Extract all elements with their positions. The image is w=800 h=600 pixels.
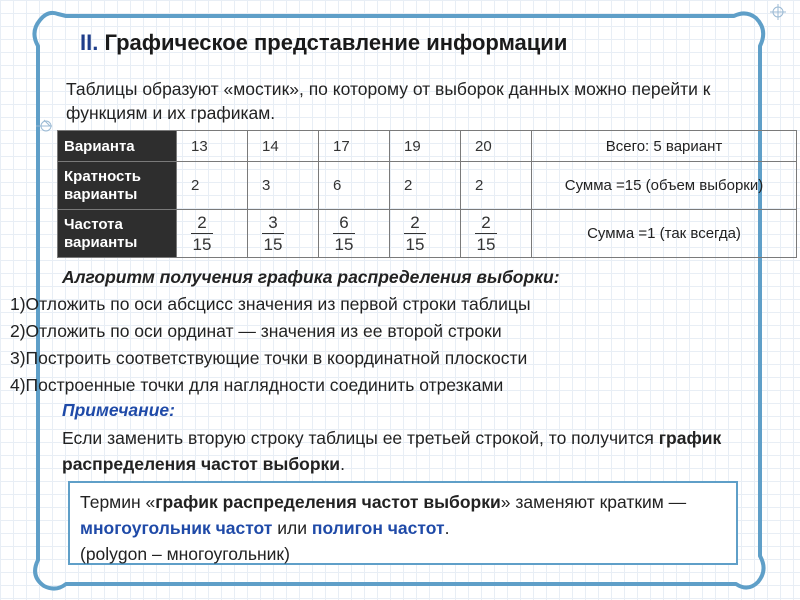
note-text: Если заменить вторую строку таблицы ее третьей строкой, то получится график распределения частот выборки. [62, 428, 722, 474]
table-side-note: Сумма =15 (объем выборки) [532, 162, 797, 210]
fraction: $\frac{2}{15}$ [405, 213, 425, 254]
section-number: II. [80, 30, 99, 55]
table-side-note: Всего: 5 вариант [532, 131, 797, 162]
table-row-frequency [58, 210, 797, 258]
row-label-frequency: Частота варианты [58, 210, 177, 258]
table-cell [177, 210, 248, 258]
fraction: $\frac{2}{15}$ [192, 213, 212, 254]
list-item: 1)Отложить по оси абсцисс значения из первой строки таблицы [10, 294, 531, 314]
fraction: $\frac{2}{15}$ [476, 213, 496, 254]
table-cell: 2 [177, 162, 248, 210]
table-cell: 3 [248, 162, 319, 210]
fraction: $\frac{3}{15}$ [263, 213, 283, 254]
table-cell [390, 210, 461, 258]
table-row-multiplicity [58, 162, 797, 210]
frequency-table [57, 130, 797, 258]
row-label-multiplicity: Кратность варианты [58, 162, 177, 210]
term-box: Термин «график распределения частот выборки» заменяют кратким — многоугольник частот или полигон частот. (polygon – многоугольник) [68, 481, 738, 565]
table-row-variants [58, 131, 797, 162]
page-title [80, 30, 567, 56]
table-cell: 19 [390, 131, 461, 162]
table-cell: 17 [319, 131, 390, 162]
table-cell [319, 210, 390, 258]
intro-paragraph: Таблицы образуют «мостик», по которому от выборок данных можно перейти к функциям и их графикам. [66, 79, 711, 123]
row-label-variant: Варианта [58, 131, 177, 162]
list-item: 3)Построить соответствующие точки в координатной плоскости [10, 348, 528, 368]
list-item: 2)Отложить по оси ординат — значения из ее второй строки [10, 321, 502, 341]
list-item: 4)Построенные точки для наглядности соединить отрезками [10, 375, 504, 395]
table-side-note: Сумма =1 (так всегда) [532, 210, 797, 258]
table-cell: 6 [319, 162, 390, 210]
table-cell [461, 210, 532, 258]
section-title: Графическое представление информации [104, 30, 568, 55]
table-cell: 20 [461, 131, 532, 162]
algorithm-steps [10, 291, 531, 399]
table-cell: 13 [177, 131, 248, 162]
fraction: $\frac{6}{15}$ [334, 213, 354, 254]
table-cell: 2 [461, 162, 532, 210]
algorithm-title: Алгоритм получения графика распределения выборки: [62, 267, 560, 287]
table-cell: 14 [248, 131, 319, 162]
note-title: Примечание: [62, 400, 175, 420]
table-cell [248, 210, 319, 258]
term-box-footnote: (polygon – многоугольник) [80, 544, 290, 564]
table-cell: 2 [390, 162, 461, 210]
